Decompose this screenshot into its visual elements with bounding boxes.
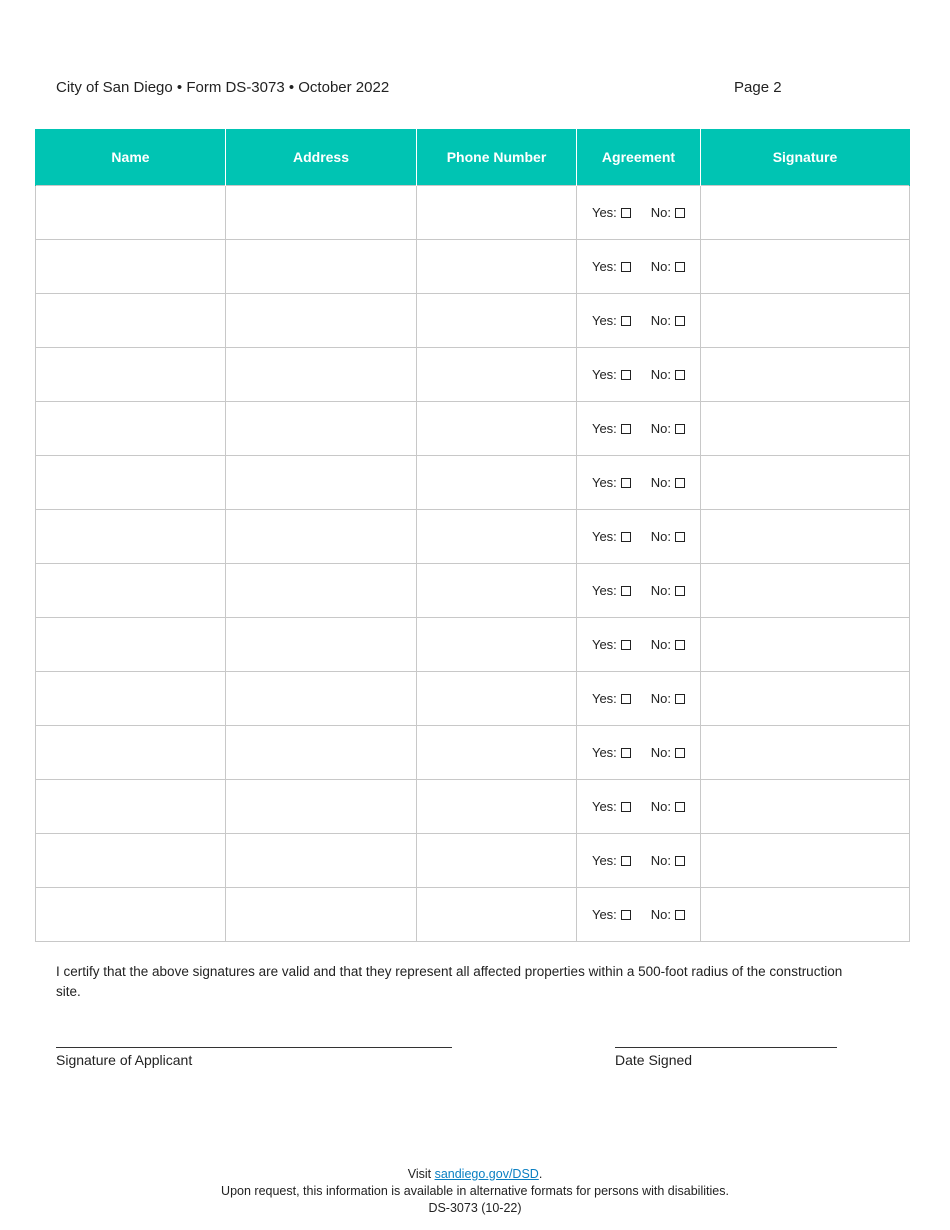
phone-cell[interactable] — [417, 834, 577, 888]
agreement-cell — [577, 618, 701, 672]
agreement-cell — [577, 402, 701, 456]
no-option — [651, 907, 685, 922]
agreement-cell — [577, 726, 701, 780]
address-cell[interactable] — [226, 186, 417, 240]
table-row — [36, 240, 910, 294]
address-cell[interactable] — [226, 294, 417, 348]
yes-checkbox[interactable] — [621, 910, 631, 920]
name-cell[interactable] — [36, 510, 226, 564]
yes-label: Yes: — [591, 475, 617, 490]
yes-label: Yes: — [591, 799, 617, 814]
yes-option — [592, 259, 631, 274]
no-label: No: — [650, 421, 672, 436]
date-signed-line[interactable] — [615, 1047, 837, 1048]
no-checkbox[interactable] — [675, 316, 685, 326]
agreement-cell — [577, 834, 701, 888]
address-cell[interactable] — [226, 456, 417, 510]
no-checkbox[interactable] — [675, 208, 685, 218]
name-cell[interactable] — [36, 888, 226, 942]
phone-cell[interactable] — [417, 240, 577, 294]
name-cell[interactable] — [36, 240, 226, 294]
table-row — [36, 618, 910, 672]
no-option — [651, 637, 685, 652]
signature-cell[interactable] — [701, 780, 910, 834]
phone-cell[interactable] — [417, 780, 577, 834]
agreement-cell — [577, 348, 701, 402]
address-cell[interactable] — [226, 564, 417, 618]
yes-checkbox[interactable] — [621, 802, 631, 812]
signature-cell[interactable] — [701, 348, 910, 402]
phone-cell[interactable] — [417, 618, 577, 672]
address-cell[interactable] — [226, 780, 417, 834]
yes-checkbox[interactable] — [621, 424, 631, 434]
yes-option — [592, 475, 631, 490]
no-option — [651, 853, 685, 868]
no-label: No: — [650, 205, 672, 220]
yes-checkbox[interactable] — [621, 748, 631, 758]
agreement-cell — [577, 456, 701, 510]
yes-option — [592, 205, 631, 220]
agreement-cell — [577, 672, 701, 726]
phone-cell[interactable] — [417, 456, 577, 510]
no-label: No: — [650, 745, 672, 760]
phone-cell[interactable] — [417, 294, 577, 348]
page-footer — [0, 1166, 950, 1217]
agreement-cell — [577, 294, 701, 348]
page-number: Page 2 — [734, 79, 782, 96]
column-header-signature: Signature — [701, 129, 910, 186]
dsd-link[interactable]: sandiego.gov/DSD — [434, 1167, 539, 1181]
no-checkbox[interactable] — [675, 910, 685, 920]
column-header-address: Address — [226, 129, 417, 186]
table-row — [36, 672, 910, 726]
no-checkbox[interactable] — [675, 694, 685, 704]
yes-option — [592, 907, 631, 922]
no-label: No: — [650, 475, 672, 490]
column-header-name: Name — [36, 129, 226, 186]
phone-cell[interactable] — [417, 348, 577, 402]
phone-cell[interactable] — [417, 402, 577, 456]
form-code: DS-3073 (10-22) — [428, 1201, 522, 1215]
no-label: No: — [650, 799, 672, 814]
agreement-cell — [577, 564, 701, 618]
yes-label: Yes: — [591, 907, 617, 922]
name-cell[interactable] — [36, 402, 226, 456]
name-cell[interactable] — [36, 564, 226, 618]
signature-cell[interactable] — [701, 294, 910, 348]
agreement-cell — [577, 240, 701, 294]
yes-option — [592, 583, 631, 598]
phone-cell[interactable] — [417, 186, 577, 240]
footer-visit-prefix: Visit — [407, 1167, 435, 1181]
no-label: No: — [650, 529, 672, 544]
no-option — [651, 421, 685, 436]
name-cell[interactable] — [36, 726, 226, 780]
no-label: No: — [650, 313, 672, 328]
yes-label: Yes: — [591, 529, 617, 544]
yes-label: Yes: — [591, 691, 617, 706]
address-cell[interactable] — [226, 402, 417, 456]
no-option — [651, 205, 685, 220]
yes-checkbox[interactable] — [621, 856, 631, 866]
no-option — [651, 259, 685, 274]
name-cell[interactable] — [36, 834, 226, 888]
agreement-cell — [577, 510, 701, 564]
yes-checkbox[interactable] — [621, 640, 631, 650]
yes-option — [592, 637, 631, 652]
no-checkbox[interactable] — [675, 424, 685, 434]
phone-cell[interactable] — [417, 564, 577, 618]
signature-cell[interactable] — [701, 240, 910, 294]
footer-visit-suffix: . — [538, 1167, 543, 1181]
date-signed-label: Date Signed — [615, 1052, 693, 1068]
name-cell[interactable] — [36, 186, 226, 240]
yes-checkbox[interactable] — [621, 208, 631, 218]
name-cell[interactable] — [36, 348, 226, 402]
table-row — [36, 402, 910, 456]
phone-cell[interactable] — [417, 726, 577, 780]
yes-label: Yes: — [591, 421, 617, 436]
yes-label: Yes: — [591, 313, 617, 328]
agreement-cell — [577, 888, 701, 942]
table-header-row — [36, 129, 910, 186]
neighbor-signature-table — [35, 129, 910, 942]
form-info: City of San Diego • Form DS-3073 • October 2022 — [56, 79, 390, 96]
no-checkbox[interactable] — [675, 478, 685, 488]
table-row — [36, 834, 910, 888]
no-option — [651, 313, 685, 328]
no-checkbox[interactable] — [675, 370, 685, 380]
yes-option — [592, 745, 631, 760]
accessibility-notice: Upon request, this information is available in alternative formats for persons with disabilities. — [221, 1184, 729, 1198]
name-cell[interactable] — [36, 294, 226, 348]
signature-cell[interactable] — [701, 456, 910, 510]
address-cell[interactable] — [226, 348, 417, 402]
table-row — [36, 186, 910, 240]
table-row — [36, 456, 910, 510]
table-row — [36, 726, 910, 780]
name-cell[interactable] — [36, 618, 226, 672]
agreement-cell — [577, 780, 701, 834]
no-label: No: — [650, 259, 672, 274]
column-header-agreement: Agreement — [577, 129, 701, 186]
no-label: No: — [650, 583, 672, 598]
applicant-signature-line[interactable] — [56, 1047, 452, 1048]
yes-label: Yes: — [591, 205, 617, 220]
yes-checkbox[interactable] — [621, 478, 631, 488]
no-option — [651, 367, 685, 382]
yes-option — [592, 313, 631, 328]
yes-checkbox[interactable] — [621, 532, 631, 542]
yes-checkbox[interactable] — [621, 586, 631, 596]
no-checkbox[interactable] — [675, 640, 685, 650]
yes-label: Yes: — [591, 259, 617, 274]
table-row — [36, 348, 910, 402]
signature-cell[interactable] — [701, 834, 910, 888]
signature-cell[interactable] — [701, 186, 910, 240]
address-cell[interactable] — [226, 726, 417, 780]
no-option — [651, 691, 685, 706]
name-cell[interactable] — [36, 780, 226, 834]
yes-option — [592, 421, 631, 436]
no-label: No: — [650, 367, 672, 382]
no-option — [651, 745, 685, 760]
signature-cell[interactable] — [701, 564, 910, 618]
applicant-signature-label: Signature of Applicant — [56, 1052, 193, 1068]
yes-option — [592, 853, 631, 868]
yes-option — [592, 367, 631, 382]
table-row — [36, 294, 910, 348]
no-option — [651, 475, 685, 490]
yes-label: Yes: — [591, 745, 617, 760]
address-cell[interactable] — [226, 834, 417, 888]
certification-statement: I certify that the above signatures are valid and that they represent all affected properties within a 500-foot radius of the construction site. — [56, 964, 843, 999]
yes-option — [592, 691, 631, 706]
phone-cell[interactable] — [417, 510, 577, 564]
yes-label: Yes: — [591, 583, 617, 598]
no-checkbox[interactable] — [675, 532, 685, 542]
signature-cell[interactable] — [701, 672, 910, 726]
no-checkbox[interactable] — [675, 586, 685, 596]
yes-label: Yes: — [591, 367, 617, 382]
no-label: No: — [650, 691, 672, 706]
footer-visit-line — [0, 1166, 950, 1183]
yes-label: Yes: — [591, 637, 617, 652]
no-checkbox[interactable] — [675, 802, 685, 812]
no-option — [651, 529, 685, 544]
table-row — [36, 564, 910, 618]
name-cell[interactable] — [36, 456, 226, 510]
column-header-phone: Phone Number — [417, 129, 577, 186]
no-checkbox[interactable] — [675, 262, 685, 272]
address-cell[interactable] — [226, 240, 417, 294]
no-label: No: — [650, 637, 672, 652]
yes-checkbox[interactable] — [621, 694, 631, 704]
yes-label: Yes: — [591, 853, 617, 868]
phone-cell[interactable] — [417, 888, 577, 942]
no-checkbox[interactable] — [675, 856, 685, 866]
phone-cell[interactable] — [417, 672, 577, 726]
no-checkbox[interactable] — [675, 748, 685, 758]
signature-cell[interactable] — [701, 618, 910, 672]
address-cell[interactable] — [226, 672, 417, 726]
address-cell[interactable] — [226, 510, 417, 564]
agreement-cell — [577, 186, 701, 240]
no-label: No: — [650, 907, 672, 922]
no-label: No: — [650, 853, 672, 868]
yes-checkbox[interactable] — [621, 316, 631, 326]
signature-cell[interactable] — [701, 510, 910, 564]
no-option — [651, 583, 685, 598]
signature-cell[interactable] — [701, 402, 910, 456]
name-cell[interactable] — [36, 672, 226, 726]
no-option — [651, 799, 685, 814]
yes-option — [592, 799, 631, 814]
signature-cell[interactable] — [701, 888, 910, 942]
yes-option — [592, 529, 631, 544]
table-row — [36, 510, 910, 564]
table-row — [36, 780, 910, 834]
address-cell[interactable] — [226, 888, 417, 942]
table-row — [36, 888, 910, 942]
signature-cell[interactable] — [701, 726, 910, 780]
yes-checkbox[interactable] — [621, 262, 631, 272]
yes-checkbox[interactable] — [621, 370, 631, 380]
address-cell[interactable] — [226, 618, 417, 672]
